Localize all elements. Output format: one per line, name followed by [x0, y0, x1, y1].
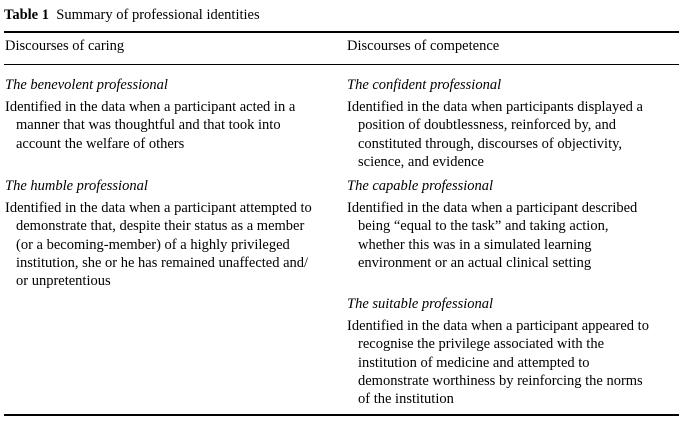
entry-description-line: whether this was in a simulated learning — [358, 236, 592, 253]
entry-title: The benevolent professional — [5, 77, 168, 93]
entry-description — [347, 98, 681, 171]
entry-description-line: demonstrate worthiness by reinforcing the norms — [358, 372, 643, 389]
entry-suitable-professional — [347, 295, 681, 408]
column-header-competence: Discourses of competence — [347, 38, 500, 54]
table-caption-label: Table 1 — [4, 7, 49, 23]
entry-description-line: institution, she or he has remained unaffected and/ — [16, 254, 309, 271]
entry-description-line: or unpretentious — [16, 273, 111, 290]
table-caption-title: Summary of professional identities — [56, 7, 260, 23]
entry-description-line: constituted through, discourses of objectivity, — [358, 135, 623, 152]
table-header-rule — [4, 64, 679, 65]
table-bottom-rule — [4, 414, 679, 416]
entry-description-line: position of doubtlessness, reinforced by, and — [358, 117, 616, 134]
entry-description-line: being “equal to the task” and taking action, — [358, 218, 609, 235]
entry-description-line: account the welfare of others — [16, 135, 185, 152]
entry-confident-professional — [347, 76, 681, 171]
entry-description — [347, 317, 681, 408]
entry-description-line: institution of medicine and attempted to — [358, 354, 590, 371]
entry-description-line: Identified in the data when a participant acted in a — [5, 99, 296, 116]
entry-description — [5, 98, 339, 153]
entry-description-line: Identified in the data when a participant appeared to — [347, 318, 649, 335]
entry-description — [5, 199, 339, 290]
table-caption — [4, 6, 260, 24]
entry-description — [347, 199, 681, 272]
entry-description-line: manner that was thoughtful and that took into — [16, 117, 281, 134]
entry-description-line: Identified in the data when a participant attempted to — [5, 200, 312, 217]
entry-benevolent-professional — [5, 76, 339, 153]
entry-description-line: of the institution — [358, 391, 454, 408]
entry-title: The capable professional — [347, 178, 494, 194]
table-top-rule — [4, 31, 679, 33]
column-header-caring: Discourses of caring — [5, 38, 125, 54]
entry-humble-professional — [5, 177, 339, 290]
entry-description-line: Identified in the data when a participant described — [347, 200, 638, 217]
entry-description-line: science, and evidence — [358, 153, 484, 170]
entry-description-line: demonstrate that, despite their status as a member — [16, 218, 305, 235]
entry-capable-professional — [347, 177, 681, 272]
entry-description-line: environment or an actual clinical setting — [358, 254, 592, 271]
entry-description-line: recognise the privilege associated with the — [358, 336, 605, 353]
entry-title: The humble professional — [5, 178, 148, 194]
entry-description-line: Identified in the data when participants displayed a — [347, 99, 643, 116]
entry-description-line: (or a becoming-member) of a highly privileged — [16, 236, 290, 253]
entry-title: The suitable professional — [347, 296, 494, 312]
entry-title: The confident professional — [347, 77, 502, 93]
